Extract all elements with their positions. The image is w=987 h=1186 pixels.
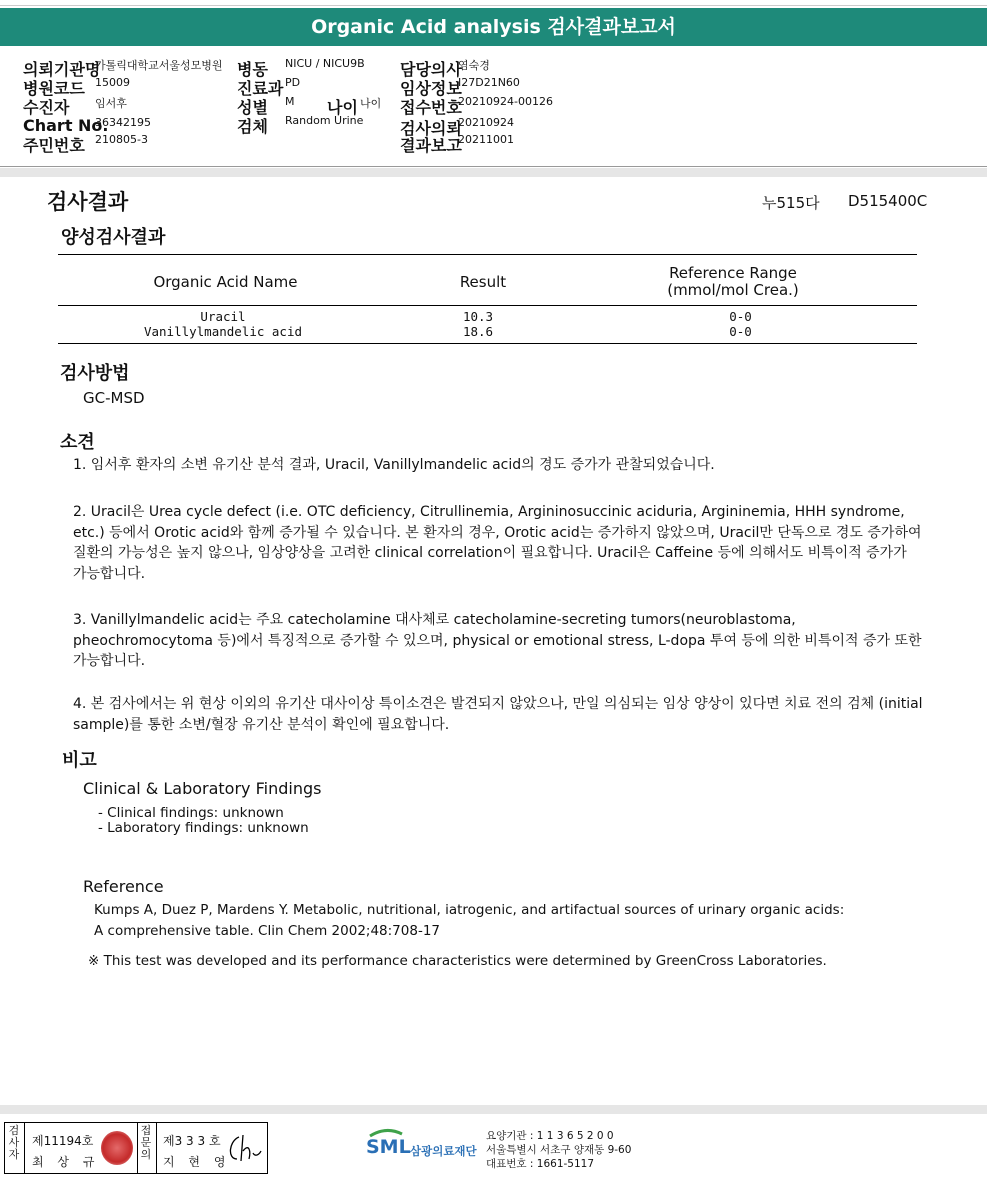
info-label: 임상정보 [400, 79, 462, 98]
top-rule [0, 0, 987, 6]
info-label: 병동 [237, 60, 268, 79]
row-acid-name: Vanillylmandelic acid [143, 324, 303, 339]
examiner-number: 제11194호 [32, 1134, 94, 1148]
header-reference-range [648, 265, 818, 299]
info-value: 210805-3 [95, 133, 148, 146]
info-value-age: 나이 [360, 97, 382, 110]
stamp-doctor-label [139, 1125, 153, 1161]
patient-info-block [0, 55, 987, 167]
header-acid-name: Organic Acid Name [153, 273, 298, 291]
reference-heading: Reference [83, 877, 164, 896]
info-label: 병원코드 [23, 79, 85, 98]
positive-heading: 양성검사결과 [61, 227, 166, 248]
clinical-item: - Laboratory findings: unknown [98, 820, 309, 836]
header-reference-line1: Reference Range [669, 264, 797, 282]
report-code-1: 누515다 [762, 194, 820, 212]
seal-icon [101, 1131, 133, 1165]
signature-icon [225, 1131, 265, 1167]
info-label: Chart No. [23, 116, 109, 135]
table-header [58, 255, 917, 306]
info-label: 담당의사 [400, 60, 462, 79]
method-heading: 검사방법 [60, 363, 130, 384]
info-value: 임서후 [95, 97, 127, 110]
row-range: 0-0 [729, 324, 752, 339]
examiner-name: 최 상 규 [32, 1155, 100, 1169]
info-value: 36342195 [95, 116, 151, 129]
results-table [58, 254, 917, 344]
info-value: I27D21N60 [458, 76, 520, 89]
info-label: 검사의뢰 [400, 119, 462, 138]
finding-4: 4. 본 검사에서는 위 현상 이외의 유기산 대사이상 특이소견은 발견되지 않았으나, 만일 의심되는 임상 양상이 있다면 치료 전의 검체 (initial sample)를 통한 소변/혈장 유기산 분석이 확인에 필요합니다. [73, 696, 923, 733]
stamp-char: 자 [8, 1148, 20, 1161]
section-divider [0, 168, 987, 177]
header-result: Result [459, 273, 507, 291]
stamp-char: 접 [140, 1124, 152, 1137]
row-acid-name: Uracil [200, 309, 246, 324]
info-value: Random Urine [285, 114, 364, 127]
addr-line: 대표번호 : 1661-5117 [486, 1158, 595, 1170]
info-label: 의뢰기관명 [23, 60, 101, 79]
stamp-examiner-label [7, 1125, 21, 1161]
info-label: 수진자 [23, 98, 70, 117]
stamp-char: 문 [140, 1136, 152, 1149]
logo-text: SML [366, 1136, 411, 1158]
stamp-divider [156, 1123, 157, 1173]
reference-line: Kumps A, Duez P, Mardens Y. Metabolic, nutritional, iatrogenic, and artifactual sources of urinary organic acids: [94, 902, 845, 918]
findings-heading: 소견 [60, 432, 95, 453]
remarks-heading: 비고 [62, 750, 97, 771]
info-label-age: 나이 [327, 98, 358, 117]
info-label: 진료과 [237, 79, 284, 98]
signature-stamp [4, 1122, 268, 1174]
addr-line: 요양기관 : 1 1 3 6 5 2 0 0 [486, 1130, 614, 1142]
doctor-number: 제3 3 3 호 [163, 1134, 221, 1148]
info-value: 가톨릭대학교서울성모병원 [95, 59, 223, 72]
header-reference-line2: (mmol/mol Crea.) [667, 281, 799, 299]
info-label: 접수번호 [400, 98, 462, 117]
stamp-char: 의 [140, 1148, 152, 1161]
clinical-item: - Clinical findings: unknown [98, 805, 284, 821]
addr-line: 서울특별시 서초구 양재동 9-60 [486, 1144, 632, 1156]
report-title: Organic Acid analysis 검사결과보고서 [0, 8, 987, 46]
row-result: 18.6 [462, 324, 494, 339]
stamp-char: 검 [8, 1124, 20, 1137]
stamp-divider [24, 1123, 25, 1173]
report-code-2: D515400C [848, 192, 928, 210]
finding-3: 3. Vanillylmandelic acid는 주요 catecholamine 대사체로 catecholamine-secreting tumors(neuroblastoma, pheochromocytoma 등)에서 특징적으로 증가할 수 있으며, physical or emotional stress, L-dopa 투여 등에 의한 비특이적 증가 또한 가능합니다. [73, 612, 922, 669]
info-value: NICU / NICU9B [285, 57, 365, 70]
method-value: GC-MSD [83, 389, 145, 407]
info-value: 15009 [95, 76, 130, 89]
info-value: PD [285, 76, 301, 89]
disclaimer: ※ This test was developed and its performance characteristics were determined by GreenCross Laboratories. [88, 953, 827, 969]
doctor-name: 지 현 영 [163, 1155, 231, 1169]
row-result: 10.3 [462, 309, 494, 324]
info-value: 20211001 [458, 133, 514, 146]
org-name: 삼광의료재단 [410, 1144, 477, 1158]
info-label: 검체 [237, 117, 268, 136]
sml-logo [366, 1126, 476, 1170]
stamp-divider [137, 1123, 138, 1173]
clinical-heading: Clinical & Laboratory Findings [83, 779, 322, 798]
info-value: 20210924-00126 [458, 95, 553, 108]
info-value: 염숙경 [458, 59, 490, 72]
info-value: M [285, 95, 295, 108]
info-label: 성별 [237, 98, 268, 117]
org-address [486, 1129, 631, 1171]
row-range: 0-0 [729, 309, 752, 324]
info-label: 결과보고 [400, 136, 462, 155]
finding-1: 1. 임서후 환자의 소변 유기산 분석 결과, Uracil, Vanillylmandelic acid의 경도 증가가 관찰되었습니다. [73, 457, 715, 473]
info-value: 20210924 [458, 116, 514, 129]
info-label: 주민번호 [23, 136, 85, 155]
reference-line: A comprehensive table. Clin Chem 2002;48:708-17 [94, 923, 441, 939]
stamp-char: 사 [8, 1136, 20, 1149]
finding-2: 2. Uracil은 Urea cycle defect (i.e. OTC deficiency, Citrullinemia, Argininosuccinic aciduria, Argininemia, HHH syndrome, etc.) 등에서 Orotic acid와 함께 증가될 수 있습니다. 본 환자의 경우, Orotic acid는 증가하지 않았으며, Uracil만 단독으로 경도 증가하여 질환의 가능성은 높지 않으나, 임상양상을 고려한 clinical correlation이 필요합니다. Uracil은 Caffeine 등에 의해서도 비특이적 증가가 가능합니다. [73, 504, 922, 582]
table-body [58, 306, 917, 343]
results-heading: 검사결과 [47, 190, 129, 214]
